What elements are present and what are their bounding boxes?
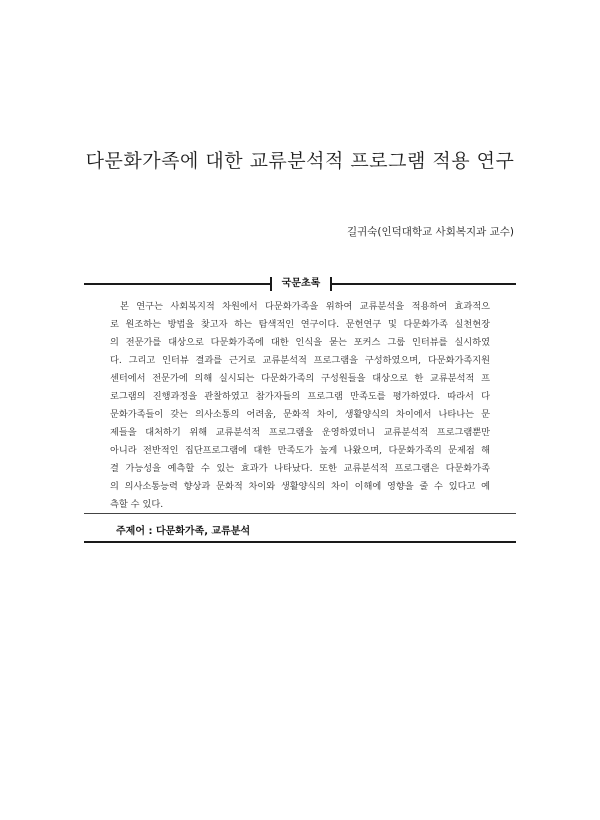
heading-rule-left bbox=[84, 283, 270, 285]
abstract-line: 아니라 전반적인 집단프로그램에 대한 만족도가 높게 나왔으며, 다문화가족의 문제점 해 bbox=[110, 445, 490, 456]
abstract-line: 의 전문가를 대상으로 다문화가족에 대한 인식을 묻는 포커스 그룹 인터뷰를 실시하였 bbox=[110, 337, 490, 348]
abstract-divider bbox=[84, 513, 516, 514]
abstract-line: 의 의사소통능력 향상과 문화적 차이와 생활양식의 차이 이해에 영향을 줄 수 있다고 예 bbox=[110, 481, 490, 492]
abstract-heading-bar bbox=[84, 276, 516, 292]
abstract-line: 센터에서 전문가에 의해 실시되는 다문화가족의 구성원들을 대상으로 한 교류분석적 프 bbox=[110, 373, 490, 384]
abstract-line: 문화가족들이 갖는 의사소통의 어려움, 문화적 차이, 생활양식의 차이에서 나타나는 문 bbox=[110, 409, 490, 420]
abstract-line: 로그램의 진행과정을 관찰하였고 참가자들의 프로그램 만족도를 평가하였다. 따라서 다 bbox=[110, 391, 490, 402]
abstract-line: 로 원조하는 방법을 찾고자 하는 탐색적인 연구이다. 문헌연구 및 다문화가족 실천현장 bbox=[110, 319, 490, 330]
abstract-line: 결 가능성을 예측할 수 있는 효과가 나타났다. 또한 교류분석적 프로그램은 다문화가족 bbox=[110, 463, 490, 474]
abstract-line: 측할 수 있다. bbox=[110, 499, 164, 510]
abstract-heading: 국문초록 bbox=[281, 278, 321, 289]
abstract-body bbox=[110, 298, 490, 514]
author-affiliation: 길귀숙(인덕대학교 사회복지과 교수) bbox=[346, 226, 514, 238]
abstract-line: 다. 그리고 인터뷰 결과를 근거로 교류분석적 프로그램을 구성하였으며, 다문화가족지원 bbox=[110, 355, 490, 366]
heading-rule-right bbox=[332, 283, 516, 285]
keywords-divider bbox=[84, 541, 516, 543]
paper-title: 다문화가족에 대한 교류분석적 프로그램 적용 연구 bbox=[85, 150, 515, 172]
keywords: 주제어 : 다문화가족, 교류분석 bbox=[116, 526, 251, 537]
abstract-line: 본 연구는 사회복지적 차원에서 다문화가족을 위하여 교류분석을 적용하여 효과적으 bbox=[120, 301, 490, 312]
abstract-line: 제들을 대처하기 위해 교류분석적 프로그램을 운영하였더니 교류분석적 프로그램뿐만 bbox=[110, 427, 490, 438]
